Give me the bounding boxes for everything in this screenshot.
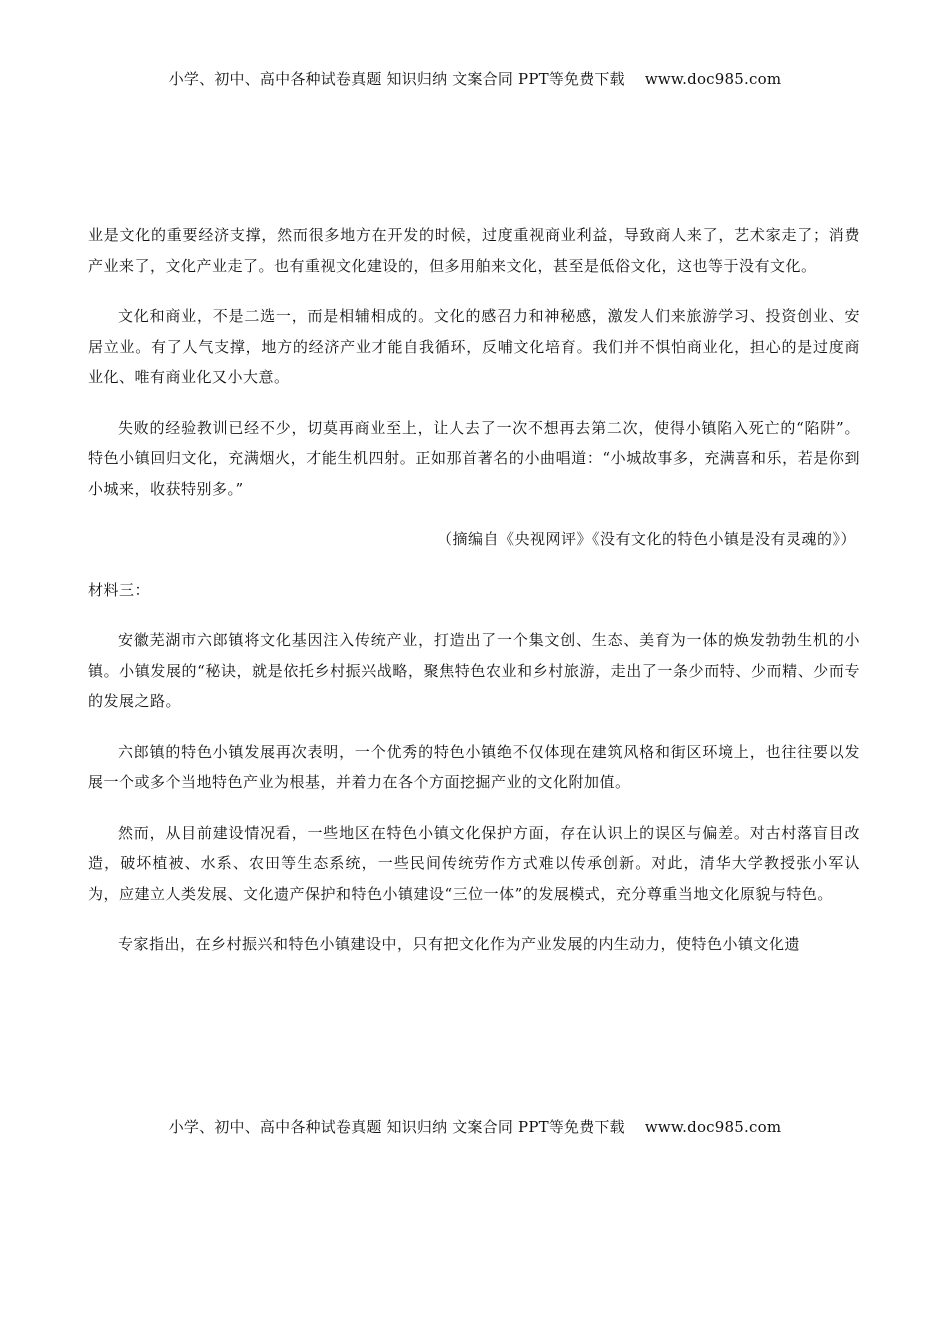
header-text: 小学、初中、高中各种试卷真题 知识归纳 文案合同 PPT等免费下载 xyxy=(168,70,625,88)
paragraph-5: 六郎镇的特色小镇发展再次表明，一个优秀的特色小镇绝不仅体现在建筑风格和街区环境上，也往往要以发展一个或多个当地特色产业为根基，并着力在各个方面挖掘产业的文化附加值。 xyxy=(88,742,860,791)
footer-site-link[interactable]: www.doc985.com xyxy=(644,1118,782,1136)
source-citation: （摘编自《央视网评》《没有文化的特色小镇是没有灵魂的》） xyxy=(436,530,856,548)
paragraph-2: 文化和商业，不是二选一，而是相辅相成的。文化的感召力和神秘感，激发人们来旅游学习、投资创业、安居立业。有了人气支撑，地方的经济产业才能自我循环，反哺文化培育。我们并不惧怕商业化，担心的是过度商业化、唯有商业化又小大意。 xyxy=(88,307,860,386)
section-heading: 材料三： xyxy=(88,580,151,599)
page-header xyxy=(0,68,950,89)
paragraph-4: 安徽芜湖市六郎镇将文化基因注入传统产业，打造出了一个集文创、生态、美育为一体的焕发勃勃生机的小镇。小镇发展的“秘诀，就是依托乡村振兴战略，聚焦特色农业和乡村旅游，走出了一条少而特、少而精、少而专的发展之路。 xyxy=(88,631,860,710)
paragraph-3: 失败的经验教训已经不少，切莫再商业至上，让人去了一次不想再去第二次，使得小镇陷入死亡的“陷阱”。特色小镇回归文化，充满烟火，才能生机四射。正如那首著名的小曲唱道：“小城故事多，充满喜和乐，若是你到小城来，收获特别多。” xyxy=(88,418,860,498)
footer-text: 小学、初中、高中各种试卷真题 知识归纳 文案合同 PPT等免费下载 xyxy=(168,1118,625,1136)
header-site-link[interactable]: www.doc985.com xyxy=(644,70,782,88)
paragraph-6: 然而，从目前建设情况看，一些地区在特色小镇文化保护方面，存在认识上的误区与偏差。对古村落盲目改造，破坏植被、水系、农田等生态系统，一些民间传统劳作方式难以传承创新。对此，清华大学教授张小军认为，应建立人类发展、文化遗产保护和特色小镇建设“三位一体”的发展模式，充分尊重当地文化原貌与特色。 xyxy=(88,823,860,903)
page-footer xyxy=(0,1116,950,1137)
document-body xyxy=(88,220,860,960)
paragraph-7: 专家指出，在乡村振兴和特色小镇建设中，只有把文化作为产业发展的内生动力，使特色小镇文化遗 xyxy=(118,935,801,953)
paragraph-1: 业是文化的重要经济支撑，然而很多地方在开发的时候，过度重视商业利益，导致商人来了，艺术家走了；消费产业来了，文化产业走了。也有重视文化建设的，但多用舶来文化，甚至是低俗文化，这也等于没有文化。 xyxy=(88,226,860,275)
